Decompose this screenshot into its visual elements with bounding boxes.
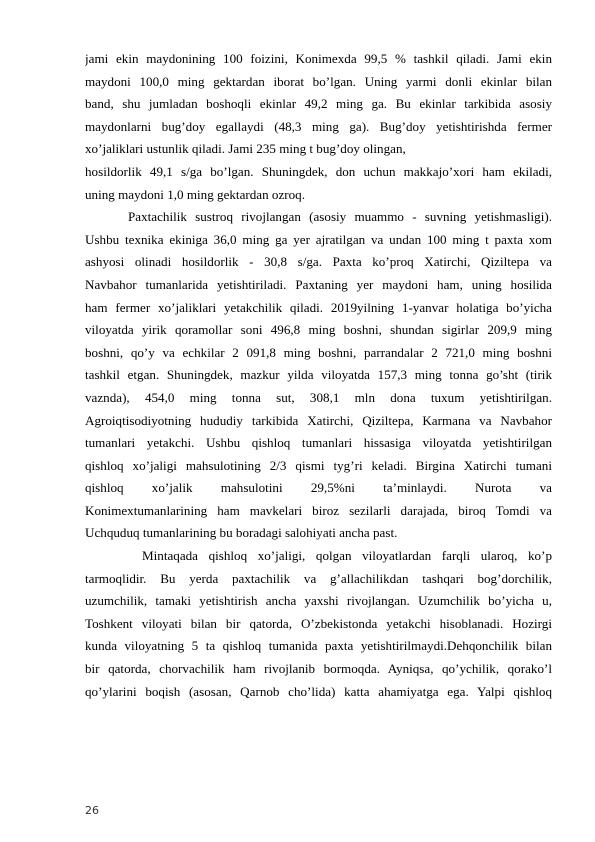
text-line: qo’ylarini boqish (asosan, Qarnob cho’lida) katta ahamiyatga ega. Yalpi qishloq <box>85 683 552 699</box>
text-line: Agroiqtisodiyotning hududiy tarkibida Xatirchi, Qiziltepa, Karmana va Navbahor <box>85 412 552 428</box>
text-line: qishloq xo’jaligi mahsulotining 2/3 qismi tyg’ri keladi. Birgina Xatirchi tumani <box>85 457 552 473</box>
text-line: tarmoqlidir. Bu yerda paxtachilik va g’allachilikdan tashqari bog’dorchilik, <box>85 570 552 586</box>
text-line: Ushbu texnika ekiniga 36,0 ming ga yer ajratilgan va undan 100 ming t paxta xom <box>85 231 552 247</box>
text-line: maydoni 100,0 ming gektardan iborat bo’lgan. Uning yarmi donli ekinlar bilan <box>85 73 552 89</box>
text-line: maydonlarni bug’doy egallaydi (48,3 ming ga). Bug’doy yetishtirishda fermer <box>85 118 552 134</box>
document-body <box>85 48 552 703</box>
text-line: jami ekin maydonining 100 foizini, Konimexda 99,5 % tashkil qiladi. Jami ekin <box>85 51 552 66</box>
text-line: uning maydoni 1,0 ming gektardan ozroq. <box>85 186 306 202</box>
text-line: tashkil etgan. Shuningdek, mazkur yilda viloyatda 157,3 ming tonna go’sht (tirik <box>85 367 552 383</box>
paragraph-first-line: Mintaqada qishloq xo’jaligi, qolgan viloyatlardan farqli ularoq, ko’p <box>142 548 552 564</box>
text-line: kunda viloyatning 5 ta qishloq tumanida paxta yetishtirilmaydi.Dehqonchilik bilan <box>85 638 552 654</box>
text-line: xo’jaliklari ustunlik qiladi. Jami 235 ming t bug’doy olingan, <box>85 141 406 157</box>
text-line: ashyosi olinadi hosildorlik - 30,8 s/ga. Paxta ko’proq Xatirchi, Qiziltepa va <box>85 254 552 270</box>
text-line: tumanlari yetakchi. Ushbu qishloq tumanlari hissasiga viloyatda yetishtirilgan <box>85 435 552 451</box>
text-line: boshni, qo’y va echkilar 2 091,8 ming boshni, parrandalar 2 721,0 ming boshni <box>85 344 552 360</box>
text-line: bir qatorda, chorvachilik ham rivojlanib bormoqda. Ayniqsa, qo’ychilik, qorako’l <box>85 661 552 677</box>
text-line: Toshkent viloyati bilan bir qatorda, O’zbekistonda yetakchi hisoblanadi. Hozirgi <box>85 615 552 631</box>
text-line: hosildorlik 49,1 s/ga bo’lgan. Shuningdek, don uchun makkajo’xori ham ekiladi, <box>85 163 552 179</box>
text-line: qishloq xo’jalik mahsulotini 29,5%ni ta’minlaydi. Nurota va <box>85 480 552 496</box>
page-number: 26 <box>85 804 99 817</box>
text-line: Uchquduq tumanlarining bu boradagi salohiyati ancha past. <box>85 525 398 541</box>
text-line: viloyatda yirik qoramollar soni 496,8 ming boshni, shundan sigirlar 209,9 ming <box>85 322 552 338</box>
text-line: uzumchilik, tamaki yetishtirish ancha yaxshi rivojlangan. Uzumchilik bo’yicha u, <box>85 593 552 609</box>
text-line: Navbahor tumanlarida yetishtiriladi. Paxtaning yer maydoni ham, uning hosilida <box>85 276 552 292</box>
text-line: ham fermer xo’jaliklari yetakchilik qiladi. 2019yilning 1-yanvar holatiga bo’yicha <box>85 299 552 315</box>
paragraph-first-line: Paxtachilik sustroq rivojlangan (asosiy muammo - suvning yetishmasligi). <box>128 209 552 225</box>
text-line: band, shu jumladan boshoqli ekinlar 49,2 ming ga. Bu ekinlar tarkibida asosiy <box>85 96 552 112</box>
text-line: Konimextumanlarining ham mavkelari biroz sezilarli darajada, biroq Tomdi va <box>85 502 552 518</box>
text-line: vaznda), 454,0 ming tonna sut, 308,1 mln dona tuxum yetishtirilgan. <box>85 389 552 405</box>
